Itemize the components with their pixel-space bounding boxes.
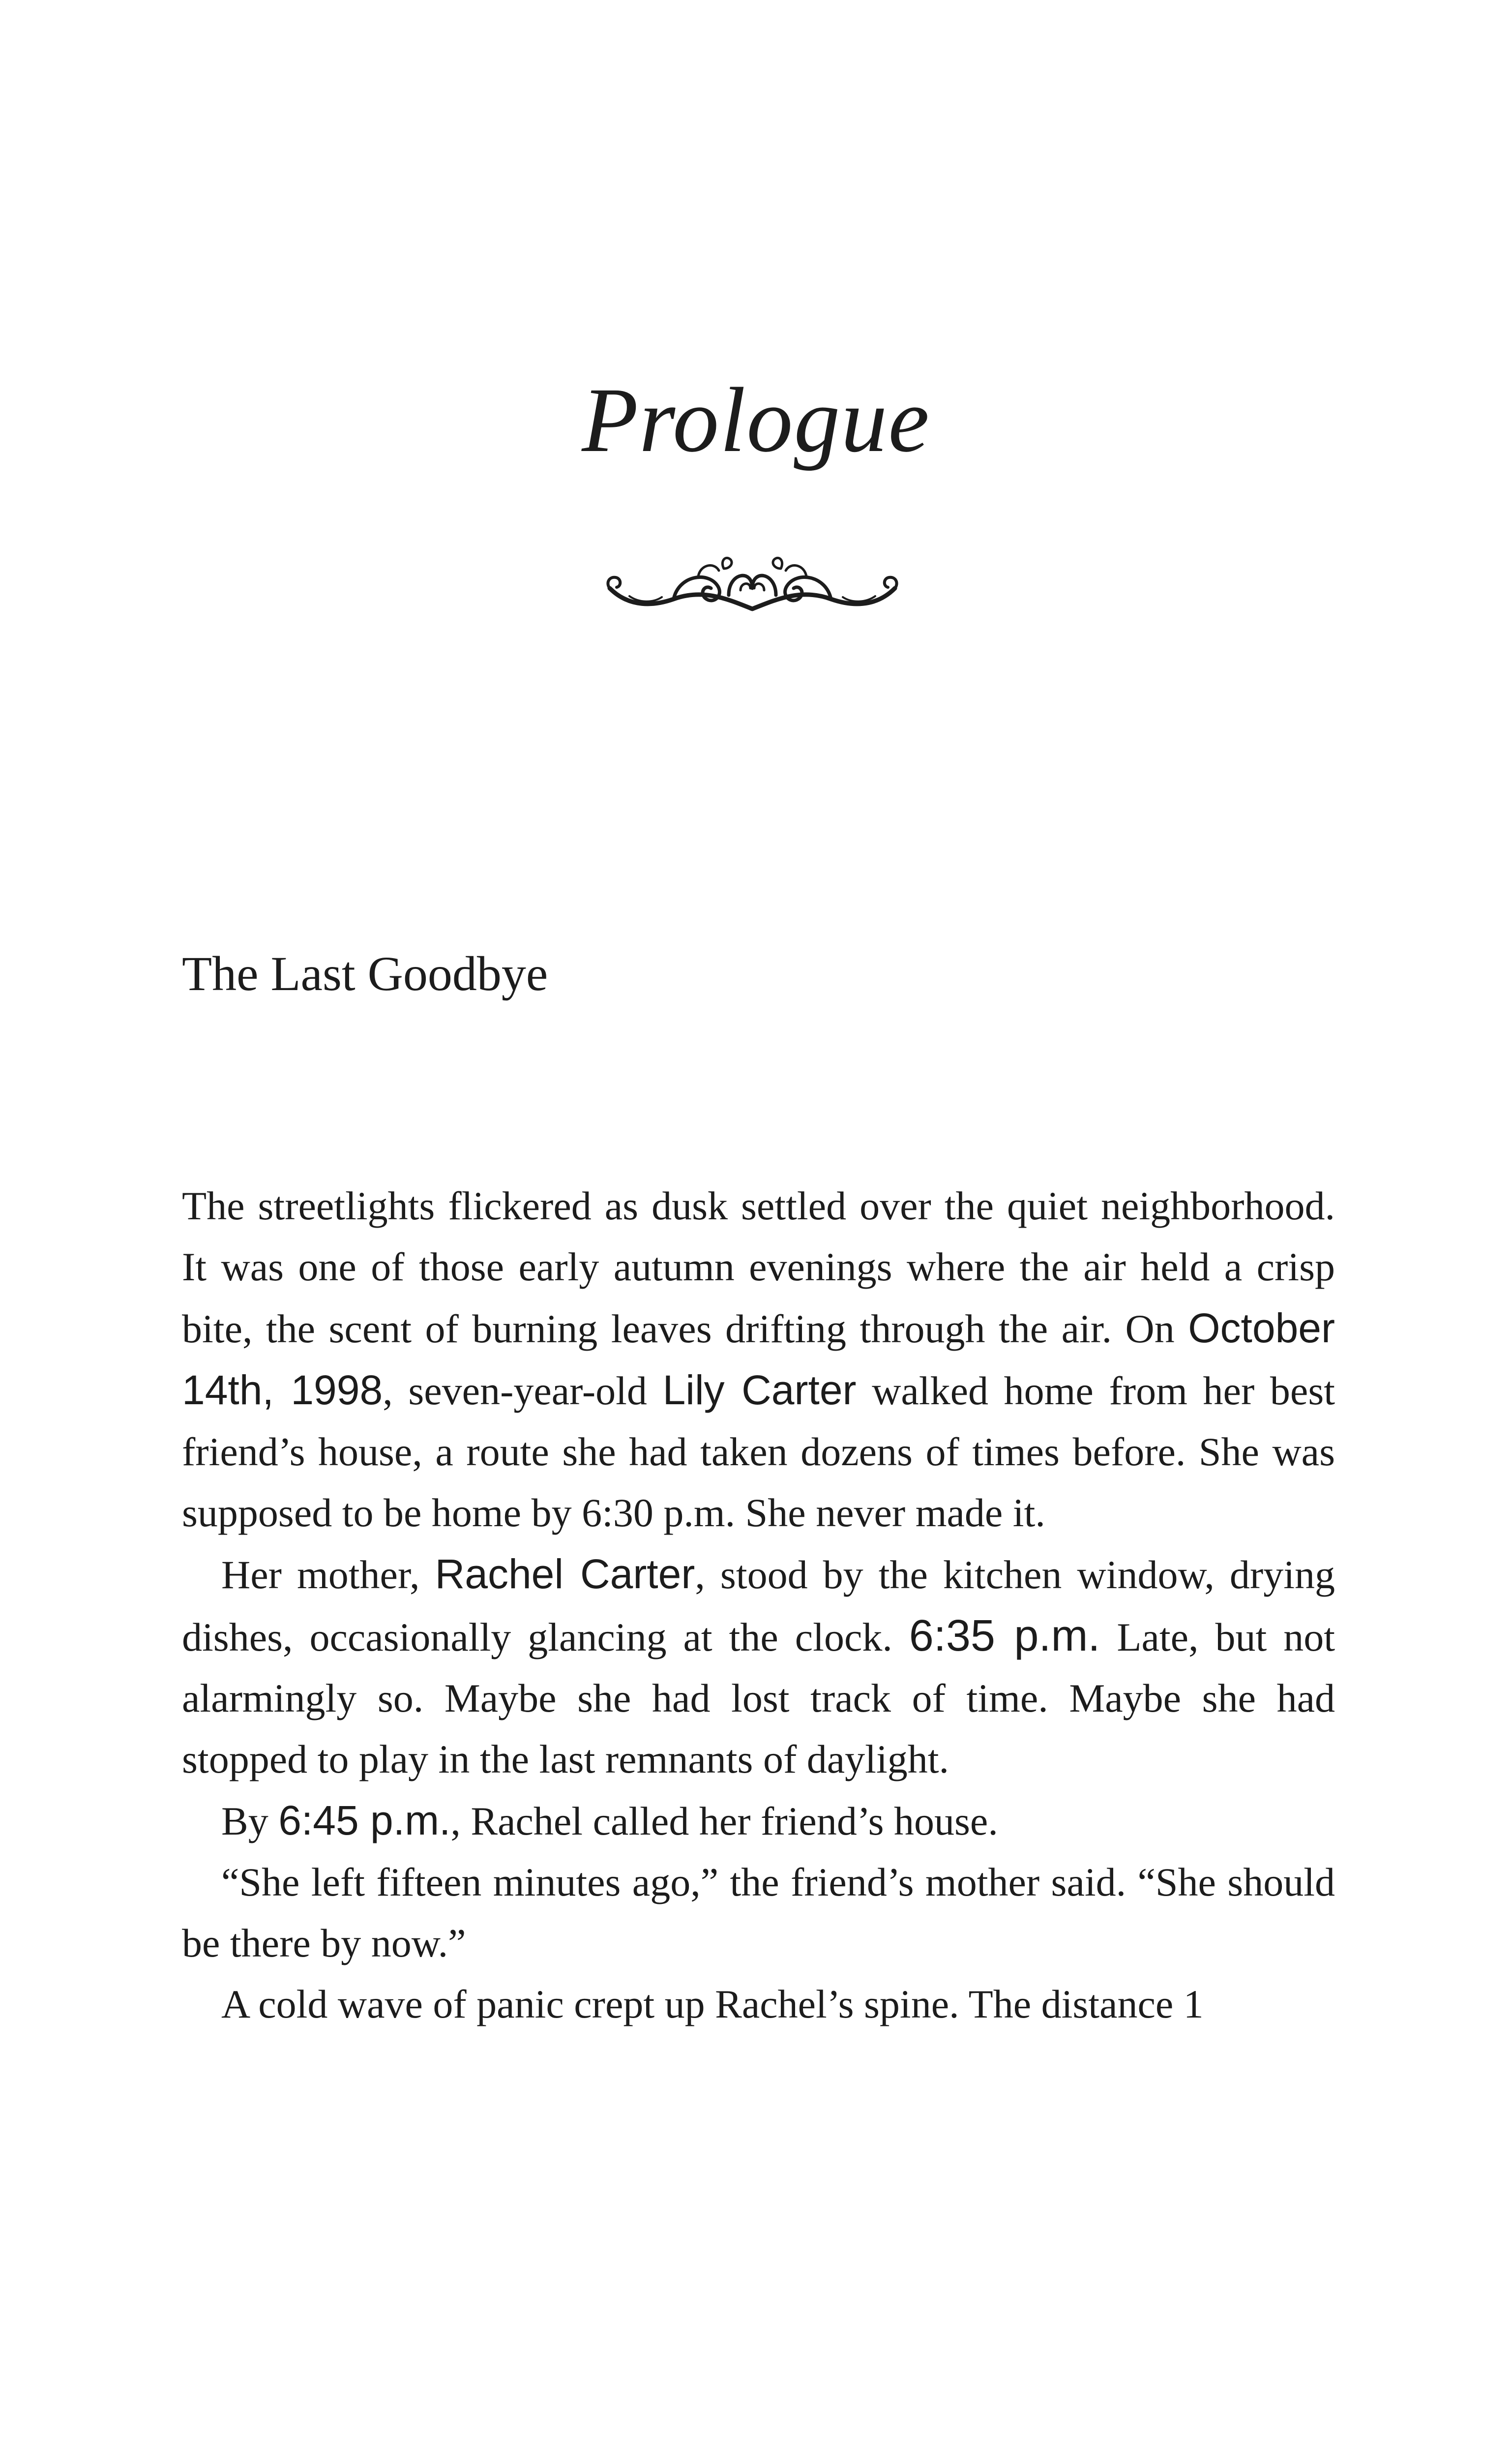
paragraph-3: [182, 1790, 1335, 1852]
paragraph-1-text-c: walked home from her best friend’s house, a route she had taken dozens of times before. She was supposed to be home by 6:30 p.m. She never made it.: [182, 1368, 1335, 1535]
section-heading: The Last Goodbye: [182, 946, 548, 1001]
paragraph-2-text-b: , stood by the kitchen window, drying dishes, occasionally glancing at the clock.: [182, 1552, 1335, 1659]
paragraph-2-text-a: Her mother,: [221, 1552, 435, 1597]
time-highlight-635: 6:35 p.m.: [909, 1611, 1100, 1660]
paragraph-1-text-b: , seven-year-old: [383, 1368, 663, 1413]
time-highlight-645: 6:45 p.m.: [278, 1797, 451, 1843]
mother-name-highlight: Rachel Carter: [435, 1551, 695, 1597]
date-highlight: October 14th, 1998: [182, 1305, 1335, 1413]
paragraph-3-text-b: , Rachel called her friend’s house.: [450, 1799, 998, 1843]
paragraph-1: [182, 1176, 1335, 1543]
paragraph-5: A cold wave of panic crept up Rachel’s spine. The distance 1: [221, 1982, 1204, 2026]
child-name-highlight: Lily Carter: [662, 1367, 857, 1413]
flourish-ornament-icon: [600, 541, 905, 634]
paragraph-2: [182, 1543, 1335, 1790]
chapter-title: Prologue: [582, 368, 930, 471]
paragraph-2-text-c: Late, but not alarmingly so. Maybe she had lost track of time. Maybe she had stopped to play in the last remnants of daylight.: [182, 1615, 1335, 1781]
paragraph-1-text-a: The streetlights flickered as dusk settled over the quiet neighborhood. It was one of those early autumn evenings where the air held a crisp bite, the scent of burning leaves drifting through the air. On: [182, 1183, 1335, 1351]
paragraph-3-text-a: By: [221, 1799, 279, 1843]
paragraph-4: “She left fifteen minutes ago,” the friend’s mother said. “She should be there by now.”: [182, 1860, 1335, 1965]
body-text: [182, 1176, 1335, 2035]
